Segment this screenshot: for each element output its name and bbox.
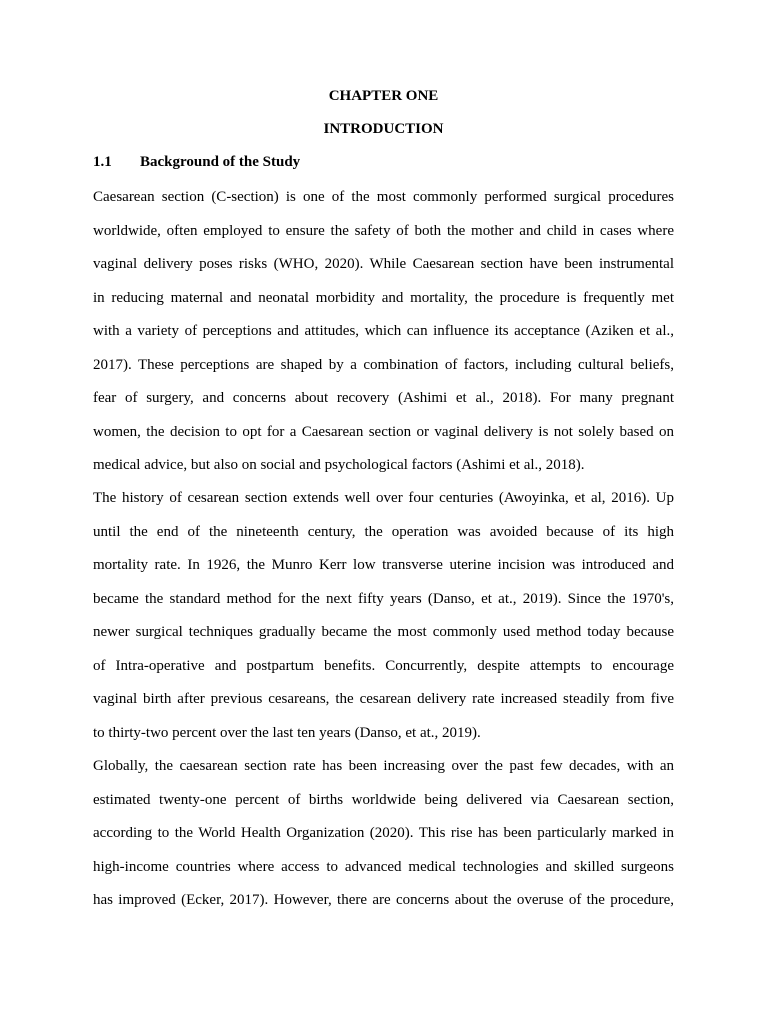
section-title: Background of the Study bbox=[140, 154, 301, 170]
chapter-title: CHAPTER ONE bbox=[328, 88, 439, 104]
paragraph-line: fear of surgery, and concerns about recovery (Ashimi et al., 2018). For many pregnant bbox=[93, 390, 674, 406]
paragraph-line: Caesarean section (C-section) is one of the most commonly performed surgical procedures bbox=[93, 189, 674, 205]
paragraph-line: has improved (Ecker, 2017). However, there are concerns about the overuse of the procedure, bbox=[93, 892, 674, 908]
paragraph-line: in reducing maternal and neonatal morbidity and mortality, the procedure is frequently met bbox=[93, 289, 674, 306]
paragraph-line: according to the World Health Organization (2020). This rise has been particularly marked in bbox=[93, 825, 674, 841]
section-heading bbox=[93, 152, 300, 172]
paragraph-line: Globally, the caesarean section rate has been increasing over the past few decades, with an bbox=[93, 758, 674, 774]
paragraph-line: high-income countries where access to advanced medical technologies and skilled surgeons bbox=[93, 858, 674, 875]
paragraph-line: estimated twenty-one percent of births worldwide being delivered via Caesarean section, bbox=[93, 791, 674, 808]
paragraph-2 bbox=[93, 482, 674, 750]
paragraph-line: of Intra-operative and postpartum benefits. Concurrently, despite attempts to encourage bbox=[93, 657, 674, 674]
paragraph-line: The history of cesarean section extends well over four centuries (Awoyinka, et al, 2016). Up bbox=[93, 490, 674, 506]
document-page bbox=[93, 0, 674, 1024]
paragraph-line: 2017). These perceptions are shaped by a combination of factors, including cultural beliefs, bbox=[93, 356, 674, 373]
paragraph-line: to thirty-two percent over the last ten years (Danso, et at., 2019). bbox=[93, 724, 481, 741]
paragraph-line: vaginal delivery poses risks (WHO, 2020). While Caesarean section have been instrumental bbox=[93, 256, 674, 272]
paragraph-line: became the standard method for the next fifty years (Danso, et at., 2019). Since the 1970's, bbox=[93, 590, 674, 607]
paragraph-1 bbox=[93, 181, 674, 483]
paragraph-3 bbox=[93, 750, 674, 918]
page-title: INTRODUCTION bbox=[323, 121, 444, 137]
paragraph-line: worldwide, often employed to ensure the safety of both the mother and child in cases where bbox=[93, 222, 674, 239]
paragraph-line: medical advice, but also on social and psychological factors (Ashimi et al., 2018). bbox=[93, 457, 585, 473]
section-number: 1.1 bbox=[93, 154, 112, 170]
paragraph-line: until the end of the nineteenth century, the operation was avoided because of its high bbox=[93, 523, 674, 540]
paragraph-line: women, the decision to opt for a Caesarean section or vaginal delivery is not solely based on bbox=[93, 423, 674, 440]
paragraph-line: with a variety of perceptions and attitudes, which can influence its acceptance (Aziken et al., bbox=[93, 323, 674, 339]
paragraph-line: newer surgical techniques gradually became the most commonly used method today because bbox=[93, 624, 674, 640]
paragraph-line: vaginal birth after previous cesareans, the cesarean delivery rate increased steadily from five bbox=[93, 691, 674, 707]
paragraph-line: mortality rate. In 1926, the Munro Kerr low transverse uterine incision was introduced and bbox=[93, 557, 674, 573]
